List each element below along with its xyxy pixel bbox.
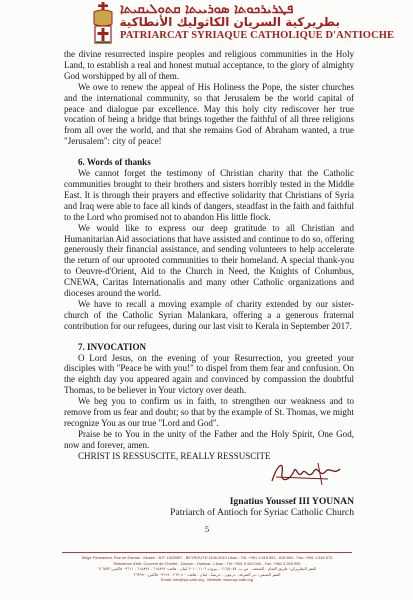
header-syriac-title: ܦܛܪܝܪܟܘܬܐ ܣܘܪܝܝܬܐ ܩܬܘܠܝܩܝܬܐ	[120, 2, 294, 17]
patriarchate-emblem-icon	[91, 2, 115, 46]
handwritten-signature	[268, 459, 348, 489]
paragraph-jerusalem-appeal: We owe to renew the appeal of His Holiness the Pope, the sister churches and the international community, so that Jerusalem be the world capital of peace and dialogue par excellence. May this holy city rediscover her true vocation of being a bridge that brings together the faithful of all three religions from all over the world, and that she remains God of Abraham wanted, a true "Jerusalem": city of peace!	[64, 81, 354, 147]
section-heading-invocation: 7. INVOCATION	[78, 341, 147, 352]
footer-arabic-summer-line: المقر الصيفي: دير الشرفة - درعون - حريصا - لبنان - هاتف: ٢٦٣٠٤٠ - ٠٩٦١٩ فاكس: ٢٦٣٩٩٠	[133, 571, 281, 577]
footer-divider	[62, 552, 352, 553]
paragraph-invocation-faith: We beg you to confirm us in faith, to strengthen our weakness and to remove from us fear and doubt; so that by the example of St. Thomas, we might recognize You as our true "Lord and God".	[64, 396, 354, 428]
footer-summer-residence-line: Résidence d'été: Couvent de Charfet - Daroun - Harissa - Liban - Tél: +961 9 263 040 - Fax: +961 9 263 990	[113, 560, 301, 566]
paragraph-invocation-resurrection: O Lord Jesus, on the evening of your Resurrection, you greeted your disciples with "Peace be with you!" to dispel from them fear and confusion. On the eighth day you appeared again and convinced by compassion the doubtful Thomas, to be believer in Your victory over death.	[64, 352, 354, 396]
page-number: 5	[204, 524, 210, 534]
signatory-title: Patriarch of Antioch for Syriac Catholic Church	[170, 507, 354, 518]
letter-body	[64, 49, 354, 462]
header-arabic-title: بطريركية السريان الكاثوليك الأنطاكية	[119, 15, 340, 29]
section-heading-thanks: 6. Words of thanks	[78, 157, 151, 168]
paragraph-malankara: We have to recall a moving example of charity extended by our sister-church of the Catholic Syrian Malankara, offering a a generous fraternal contribution for our refugees, during our last visit to Kerala in September 2017.	[64, 298, 354, 331]
paragraph-charity-testimony: We cannot forget the testimony of Christian charity that the Catholic communities brought to their brothers and sisters horribly tested in the Middle East. It is through their prayers and effective solidarity that Christians of Syria and Iraq were able to face all kinds of dangers, steadfast in the faith and faithful to the Lord who promised not to abandon His little flock.	[64, 168, 354, 222]
paragraph-praise: Praise be to You in the unity of the Father and the Holy Spirit, One God, now and forever, amen.	[64, 428, 354, 450]
paragraph-gratitude: We would like to express our deep gratitude to all Christian and Humanitarian Aid associations that have assisted and continue to do so, offering generously their financial assistance, and sending volunteers to help accelerate the return of our uprooted communities to their homeland. A special thank-you to Oeuvre-d'Orient, Aid to the Church in Need, the Knights of Columbus, CNEWA, Caritas Internationalis and many other Catholic organizations and dioceses around the world.	[64, 222, 354, 299]
footer-arabic-address-line: المقر البطريركي: طريق الشام - المتحف - ص.ب. ١١٦/٥٠٨٧ - بيروت ١١٠٦-٢٠١٠ لبنان - هاتف: ٦١٥٨٩٢ - ٦١٥٨٩٤ - ٠٩٦١١ فاكس: ٦١٦٥٧٣	[97, 566, 317, 572]
footer-address-line: Siège Permanent: Rue de Damas - Musée - B.P. 116/5087 - BEYROUTH 1106-2010 Liban - Tél: +961 1 615 892 - 615 894 - Fax: +961 1 616 573	[81, 555, 333, 560]
signatory-name: Ignatius Youssef III YOUNAN	[229, 496, 354, 507]
header-french-title: PATRIARCAT SYRIAQUE CATHOLIQUE D'ANTIOCHE	[120, 30, 395, 41]
letterhead-footer	[62, 555, 352, 583]
paragraph-jerusalem-intro: the divine resurrected inspire peoples and religious communities in the Holy Land, to establish a real and honest mutual acceptance, to the glory of almighty God worshipped by all of them.	[64, 49, 354, 81]
closing-line: CHRIST IS RESSUSCITE, REALLY RESSUSCITE	[78, 450, 271, 461]
footer-contact-line: Email: info@syr-cath.org - Website: www.syr-cath.org	[160, 577, 254, 583]
